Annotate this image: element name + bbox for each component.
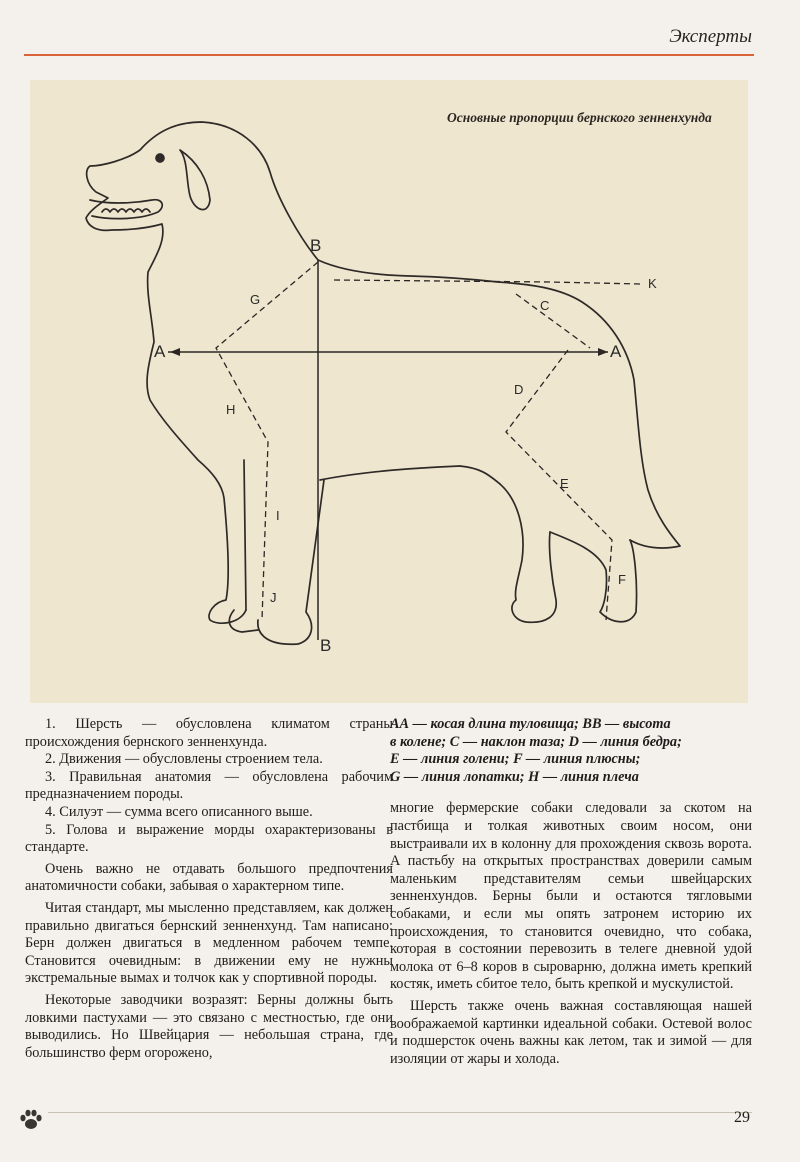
paragraph: многие фермерские собаки следовали за скотом на пастбища и толкая животных своим носом, они выстраивали их в колонну для прохождения сквозь ворота. А пастьбу на открытых пространствах доверили самым маленьким представителям семьи швейцарских зенненхундов. Берны были и остаются тягловыми собаками, и если мы опять затронем историю их происхождения, то становится очевидно, что собака, которая в состоянии перевозить в телеге дневной удой молока от 6–8 коров в сыроварню, должна иметь крепкий костяк, иметь сбитое тело, быть крепкой и мускулистой. (390, 800, 752, 993)
label-f: F (618, 572, 626, 587)
label-i: I (276, 508, 280, 523)
section-title: Эксперты (669, 26, 752, 47)
dog-outline-drawing (30, 80, 748, 703)
page-number: 29 (734, 1109, 750, 1126)
paragraph: Очень важно не отдавать большого предпочтения анатомичности собаки, забывая о характерном типе. (25, 860, 393, 895)
label-g: G (250, 292, 261, 307)
right-column (390, 716, 752, 1068)
paragraph: 5. Голова и выражение морды охарактеризованы в стандарте. (25, 821, 393, 856)
figure-title: Основные пропорции бернского зенненхунда (447, 110, 712, 125)
paragraph: Шерсть также очень важная составляющая нашей воображаемой картинки идеальной собаки. Остевой волос и подшерсток очень важны как летом, так и зимой — для изоляции от жары и холода. (390, 997, 752, 1067)
paragraph: Некоторые заводчики возразят: Берны должны быть ловкими пастухами — это связано с местностью, где они выводились. Но Швейцария — небольшая страна, где большинство ферм огорожено, (25, 991, 393, 1061)
label-d: D (514, 382, 524, 397)
label-a-left: A (154, 342, 166, 361)
label-e: E (560, 476, 569, 491)
label-a-right: A (610, 342, 622, 361)
label-j: J (270, 590, 277, 605)
label-b-top: B (310, 236, 322, 255)
proportions-figure (30, 80, 748, 703)
paragraph: 3. Правильная анатомия — обусловлена рабочим предназначением породы. (25, 768, 393, 803)
header-rule (24, 54, 754, 56)
label-k: K (648, 276, 657, 291)
paragraph: Читая стандарт, мы мысленно представляем, как должен правильно двигаться бернский зенненхунд. Там написано: Берн должен двигаться в медленном рабочем темпе. Становится очевидным: в движении ему не нужны экстремальные вымах и толчок как у спортивной породы. (25, 899, 393, 987)
paragraph: 1. Шерсть — обусловлена климатом страны происхождения бернского зенненхунда. (25, 716, 393, 750)
paragraph: 4. Силуэт — сумма всего описанного выше. (45, 803, 313, 820)
paw-icon (18, 1108, 44, 1132)
caption-line: G — линия лопатки; Н — линия плеча (390, 768, 639, 785)
caption-line: в колене; С — наклон таза; D — линия бедра; (390, 733, 682, 750)
paragraph: 2. Движения — обусловлены строением тела. (45, 751, 323, 768)
footer-rule (48, 1112, 752, 1113)
left-column (25, 716, 393, 1062)
label-c: C (540, 298, 550, 313)
label-h: H (226, 402, 236, 417)
caption-line: АА — косая длина туловища; ВВ — высота (390, 716, 671, 732)
caption-line: Е — линия голени; F — линия плюсны; (390, 751, 641, 768)
figure-caption (390, 716, 752, 786)
label-b-bottom: B (320, 636, 332, 655)
